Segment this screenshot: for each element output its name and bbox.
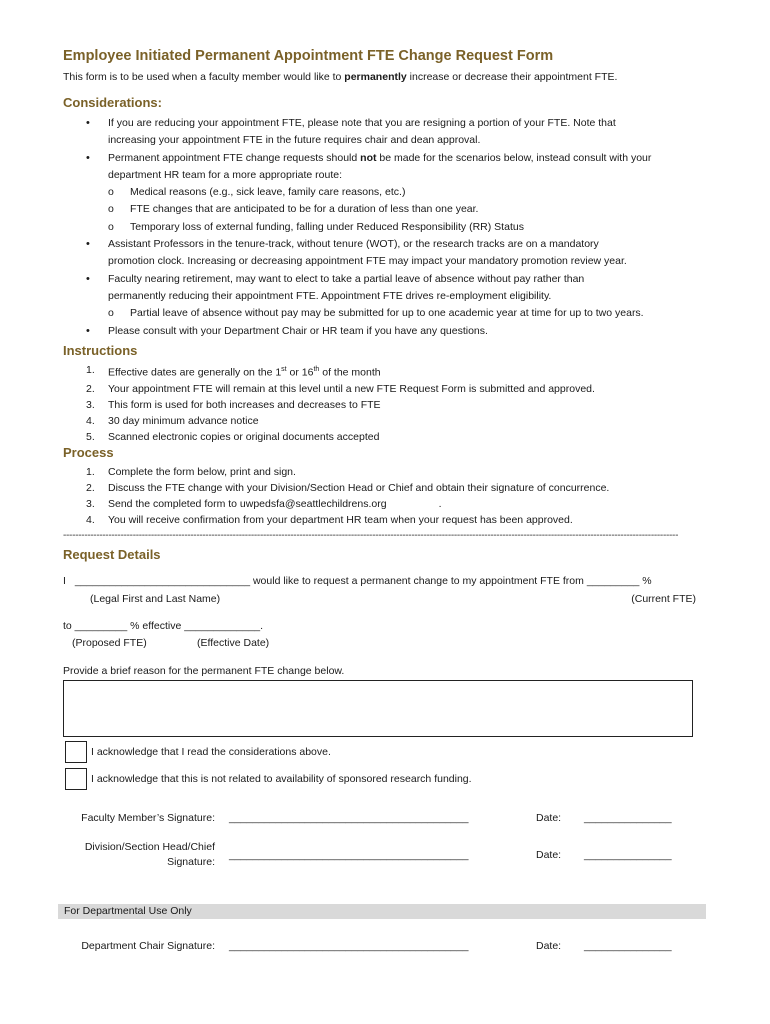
acknowledge-considerations-checkbox[interactable]	[65, 741, 87, 763]
email-address[interactable]: uwpedsfa@seattlechildrens.org	[239, 498, 387, 510]
section-separator: -----------------------------------------------------------------------------------------------------------------------------------------------------------------------------------------------------------	[63, 530, 679, 541]
consideration-text: • Faculty nearing retirement, may want to elect to take a partial leave of absence without pay rather than	[108, 272, 585, 285]
consideration-item	[86, 236, 651, 271]
consideration-text: increasing your appointment FTE in the future requires chair and dean approval.	[108, 134, 481, 147]
subtitle-text: This form is to be used when a faculty member would like to	[63, 71, 345, 83]
process-item: 2. Discuss the FTE change with your Division/Section Head or Chief and obtain their signature of concurrence.	[86, 482, 610, 494]
division-date-field[interactable]: _______________	[584, 849, 672, 861]
chair-date-field[interactable]: _______________	[584, 940, 672, 952]
consideration-item	[86, 150, 651, 185]
consideration-text: promotion clock. Increasing or decreasing appointment FTE may impact your mandatory promotion review year.	[108, 255, 627, 268]
consideration-item	[86, 115, 651, 150]
consideration-subitem: o FTE changes that are anticipated to be for a duration of less than one year.	[86, 201, 651, 218]
process-heading: Process	[63, 445, 114, 460]
chair-signature-field[interactable]: _________________________________________	[229, 940, 469, 952]
form-title: Employee Initiated Permanent Appointment FTE Change Request Form	[63, 48, 554, 64]
division-signature-label-2: Signature:	[167, 856, 215, 868]
proposed-fte-effective-date-field[interactable]: to _________ % effective _____________.	[63, 620, 264, 632]
proposed-fte-label: (Proposed FTE)	[72, 637, 147, 649]
request-line-1	[63, 575, 703, 587]
process-item: 1. Complete the form below, print and sign.	[86, 466, 296, 478]
consideration-text: permanently reducing their appointment FTE. Appointment FTE drives re-employment eligibility.	[108, 289, 552, 302]
current-fte-label: (Current FTE)	[631, 593, 696, 605]
instruction-item: 2. Your appointment FTE will remain at this level until a new FTE Request Form is submitted and approved.	[86, 382, 595, 395]
consideration-text: • Permanent appointment FTE change requests should not be made for the scenarios below, instead consult with your	[108, 151, 652, 164]
division-signature-field[interactable]: _________________________________________	[229, 849, 469, 861]
division-date-label: Date:	[536, 849, 562, 861]
legal-name-label: (Legal First and Last Name)	[90, 593, 221, 605]
faculty-date-label: Date:	[536, 812, 562, 824]
acknowledge-funding-checkbox[interactable]	[65, 768, 87, 790]
instructions-heading: Instructions	[63, 343, 138, 358]
process-item: 4. You will receive confirmation from your department HR team when your request has been approved.	[86, 514, 573, 526]
current-fte-field[interactable]: _________ %	[586, 575, 652, 587]
consideration-item	[86, 271, 651, 306]
legal-name-field[interactable]: ______________________________	[74, 575, 251, 587]
considerations-list	[86, 115, 651, 340]
consideration-text: department HR team for a more appropriate route:	[108, 168, 343, 181]
consideration-subitem: o Temporary loss of external funding, falling under Reduced Responsibility (RR) Status	[86, 219, 651, 236]
acknowledge-considerations-label: I acknowledge that I read the considerations above.	[91, 746, 331, 758]
request-text: I	[63, 575, 66, 587]
chair-signature-label: Department Chair Signature:	[81, 940, 215, 952]
faculty-signature-label: Faculty Member’s Signature:	[81, 812, 215, 824]
request-details-heading: Request Details	[63, 547, 161, 562]
consideration-text: • If you are reducing your appointment FTE, please note that you are resigning a portion of your FTE. Note that	[108, 117, 616, 129]
consideration-item: • Please consult with your Department Chair or HR team if you have any questions.	[86, 323, 651, 340]
form-subtitle	[63, 71, 617, 83]
instruction-item: 3. This form is used for both increases and decreases to FTE	[86, 398, 381, 411]
acknowledge-funding-label: I acknowledge that this is not related to availability of sponsored research funding.	[91, 773, 472, 785]
subtitle-emphasis: permanently	[344, 71, 407, 83]
instructions-list	[86, 362, 595, 445]
division-signature-label-1: Division/Section Head/Chief	[84, 841, 215, 853]
effective-date-label: (Effective Date)	[197, 637, 270, 649]
instruction-item: 1. Effective dates are generally on the 1st or 16th of the month	[86, 364, 381, 379]
process-item: 3. Send the completed form to uwpedsfa@seattlechildrens.org .	[86, 498, 442, 510]
subtitle-text-end: increase or decrease their appointment FTE.	[406, 71, 618, 83]
consideration-text: • Assistant Professors in the tenure-track, without tenure (WOT), or the research tracks are on a mandatory	[108, 238, 599, 251]
reason-textbox[interactable]	[63, 680, 693, 737]
chair-date-label: Date:	[536, 940, 562, 952]
faculty-date-field[interactable]: _______________	[584, 812, 672, 824]
consideration-subitem: o Partial leave of absence without pay may be submitted for up to one academic year at time for up to two years.	[86, 305, 651, 322]
faculty-signature-field[interactable]: _________________________________________	[229, 812, 469, 824]
process-list	[86, 464, 609, 528]
reason-prompt: Provide a brief reason for the permanent FTE change below.	[63, 665, 345, 677]
considerations-heading: Considerations:	[63, 95, 162, 110]
instruction-item: 4. 30 day minimum advance notice	[86, 414, 259, 427]
departmental-use-heading: For Departmental Use Only	[64, 905, 192, 917]
instruction-item: 5. Scanned electronic copies or original documents accepted	[86, 430, 380, 443]
request-text: would like to request a permanent change to my appointment FTE from	[252, 575, 584, 587]
consideration-subitem: o Medical reasons (e.g., sick leave, family care reasons, etc.)	[86, 184, 651, 201]
